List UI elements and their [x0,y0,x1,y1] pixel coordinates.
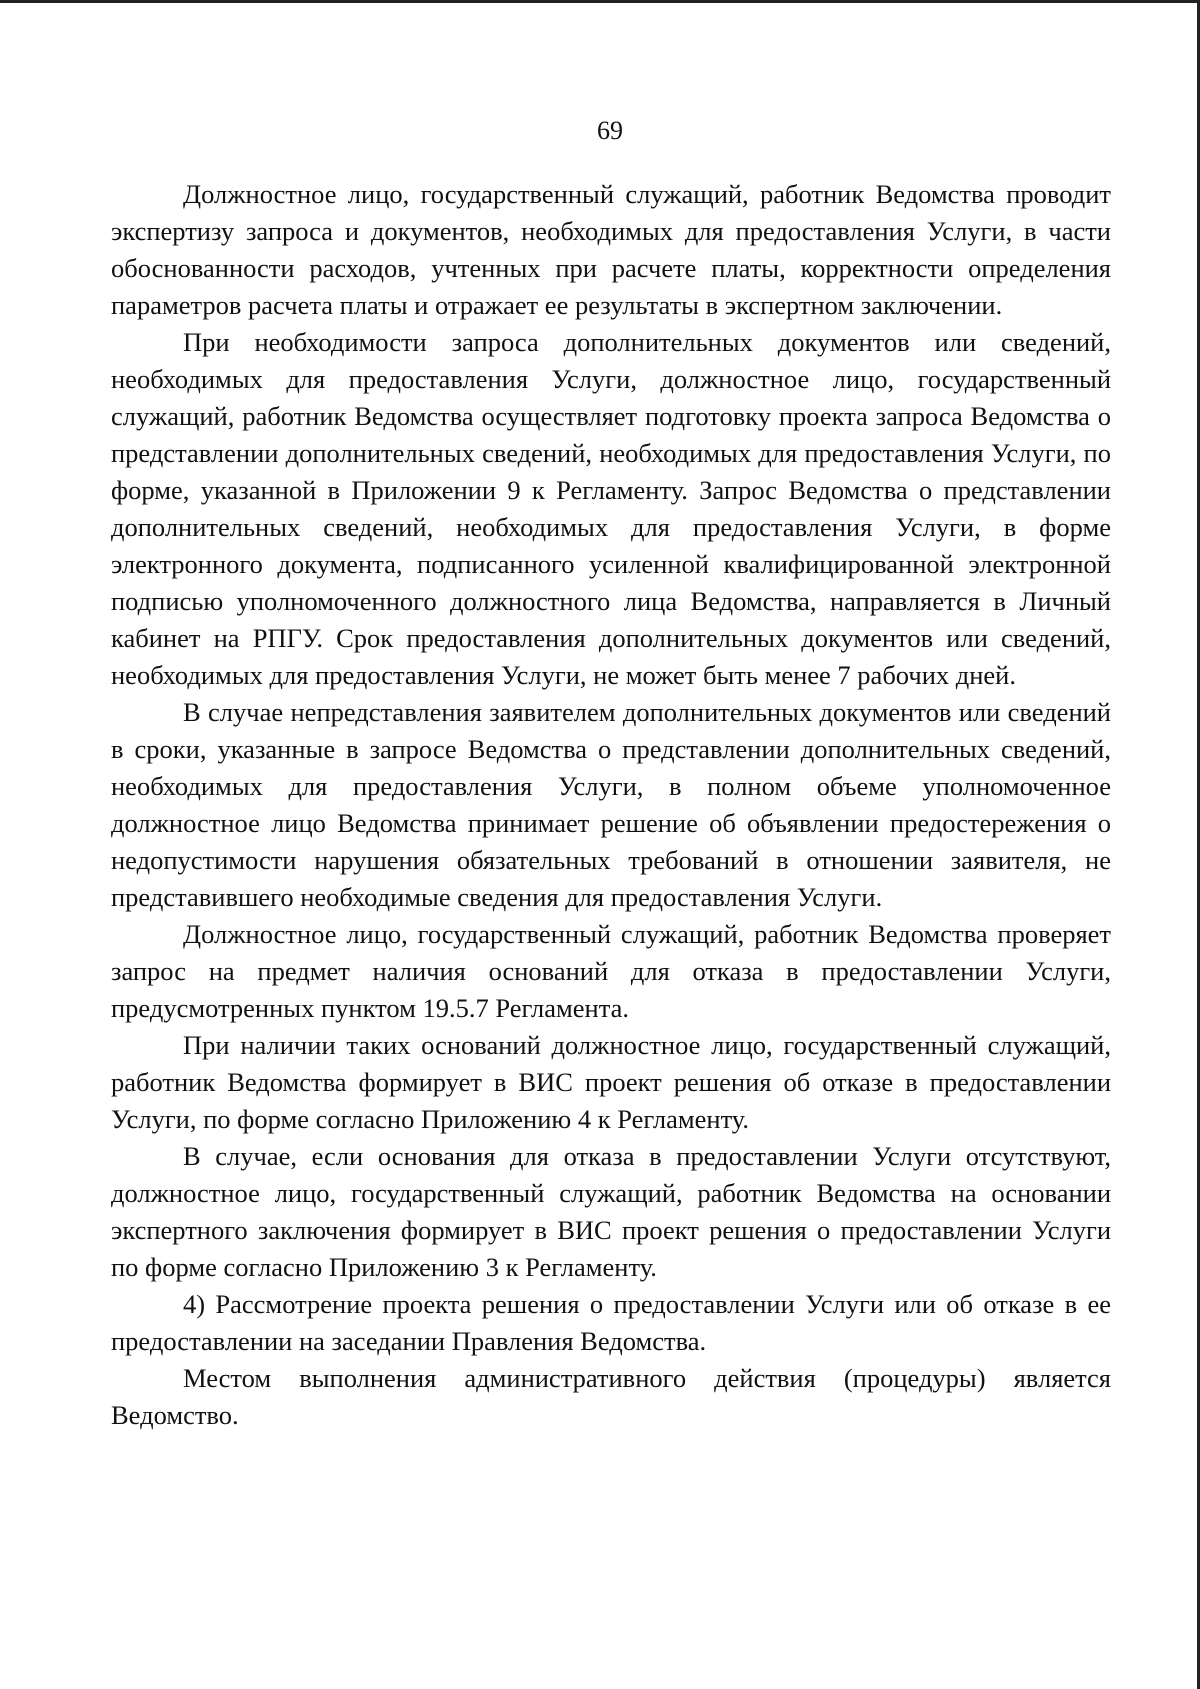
paragraph-place-of-execution: Местом выполнения административного действия (процедуры) является Ведомство. [111,1363,1111,1430]
scan-border-top [0,0,1200,3]
paragraph-refusal-draft: При наличии таких оснований должностное лицо, государственный служащий, работник Ведомства формирует в ВИС проект решения об отказе в предоставлении Услуги, по форме согласно Приложению 4 к Регламенту. [111,1030,1111,1134]
paragraph-non-submission: В случае непредставления заявителем дополнительных документов или сведений в сроки, указанные в запросе Ведомства о представлении дополнительных сведений, необходимых для предоставления Услуги, в полном объеме уполномоченное должностное лицо Ведомства принимает решение об объявлении предостережения о недопустимости нарушения обязательных требований в отношении заявителя, не представившего необходимые сведения для предоставления Услуги. [111,697,1111,912]
paragraph-approval-draft: В случае, если основания для отказа в предоставлении Услуги отсутствуют, должностное лицо, государственный служащий, работник Ведомства на основании экспертного заключения формирует в ВИС проект решения о предоставлении Услуги по форме согласно Приложению 3 к Регламенту. [111,1141,1111,1282]
paragraph-board-review: 4) Рассмотрение проекта решения о предоставлении Услуги или об отказе в ее предоставлении на заседании Правления Ведомства. [111,1289,1111,1356]
paragraph-additional-request: При необходимости запроса дополнительных документов или сведений, необходимых для предоставления Услуги, должностное лицо, государственный служащий, работник Ведомства осуществляет подготовку проекта запроса Ведомства о представлении дополнительных сведений, необходимых для предоставления Услуги, по форме, указанной в Приложении 9 к Регламенту. Запрос Ведомства о представлении дополнительных сведений, необходимых для предоставления Услуги, в форме электронного документа, подписанного усиленной квалифицированной электронной подписью уполномоченного должностного лица Ведомства, направляется в Личный кабинет на РПГУ. Срок предоставления дополнительных документов или сведений, необходимых для предоставления Услуги, не может быть менее 7 рабочих дней. [111,327,1111,690]
paragraph-refusal-check: Должностное лицо, государственный служащий, работник Ведомства проверяет запрос на предмет наличия оснований для отказа в предоставлении Услуги, предусмотренных пунктом 19.5.7 Регламента. [111,919,1111,1023]
paragraph-expert-review: Должностное лицо, государственный служащий, работник Ведомства проводит экспертизу запроса и документов, необходимых для предоставления Услуги, в части обоснованности расходов, учтенных при расчете платы, корректности определения параметров расчета платы и отражает ее результаты в экспертном заключении. [111,179,1111,320]
document-body [111,176,1111,1434]
page-number: 69 [597,116,623,145]
